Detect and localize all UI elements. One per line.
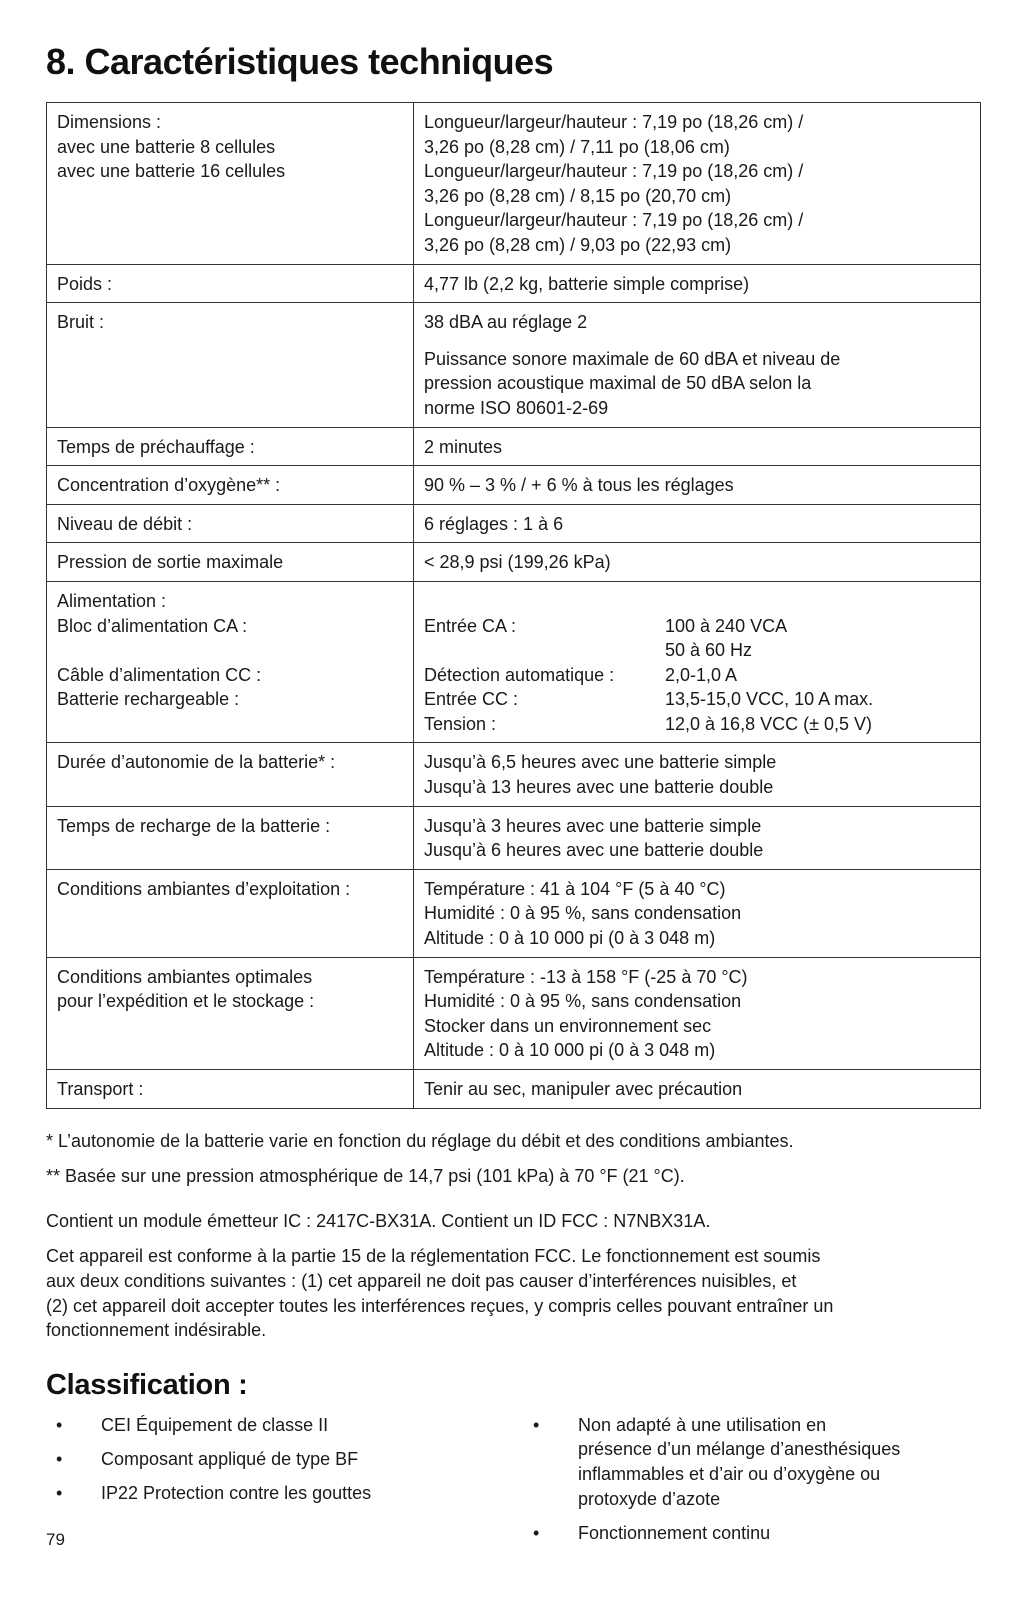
- power-value: 100 à 240 VCA: [665, 615, 788, 636]
- spec-label: Conditions ambiantes optimales: [57, 966, 313, 987]
- list-item: [533, 1521, 973, 1546]
- spec-value: Jusqu’à 6,5 heures avec une batterie simple: [424, 752, 777, 773]
- power-value: 12,0 à 16,8 VCC (± 0,5 V): [665, 713, 872, 734]
- spec-label: Batterie rechargeable :: [57, 689, 240, 710]
- spec-label-cell: [47, 743, 414, 806]
- power-value: 50 à 60 Hz: [665, 640, 753, 661]
- table-row: [47, 103, 981, 265]
- list-item: [533, 1413, 973, 1511]
- spec-value-cell: [414, 466, 981, 505]
- spec-value: 2 minutes: [424, 436, 503, 457]
- spec-label: pour l’expédition et le stockage :: [57, 991, 315, 1012]
- classification-column-right: [533, 1413, 973, 1555]
- table-row: [47, 869, 981, 957]
- spec-label: Temps de recharge de la batterie :: [57, 815, 331, 836]
- power-row: [424, 712, 970, 737]
- table-row: [47, 806, 981, 869]
- spec-value-cell: [414, 869, 981, 957]
- spec-label: Câble d’alimentation CC :: [57, 664, 262, 685]
- spec-value: 90 % – 3 % / + 6 % à tous les réglages: [424, 475, 734, 496]
- spacer: [424, 589, 970, 614]
- spec-label-cell: [47, 264, 414, 303]
- table-row: [47, 303, 981, 427]
- power-key: Entrée CA :: [424, 615, 517, 636]
- spacer: [57, 638, 403, 663]
- list-item-text: Composant appliqué de type BF: [101, 1448, 359, 1469]
- table-row: [47, 543, 981, 582]
- page-title: 8. Caractéristiques techniques: [46, 41, 554, 82]
- bullet-icon: •: [533, 1522, 540, 1543]
- spec-value: Humidité : 0 à 95 %, sans condensation: [424, 991, 742, 1012]
- fcc-line: (2) cet appareil doit accepter toutes les interférences reçues, y compris celles pouvant entraîner un: [46, 1295, 834, 1316]
- power-key: [424, 638, 665, 663]
- fcc-line: fonctionnement indésirable.: [46, 1320, 267, 1341]
- footnote-pression: ** Basée sur une pression atmosphérique de 14,7 psi (101 kPa) à 70 °F (21 °C).: [46, 1166, 685, 1187]
- power-key: Entrée CC :: [424, 689, 519, 710]
- power-row: [424, 687, 970, 712]
- fcc-notice: [46, 1244, 981, 1342]
- classification-list: [46, 1413, 981, 1555]
- spec-value: 3,26 po (8,28 cm) / 8,15 po (20,70 cm): [424, 185, 732, 206]
- bullet-icon: •: [56, 1414, 63, 1435]
- table-row: [47, 1070, 981, 1109]
- list-item: [46, 1413, 533, 1438]
- spec-label-cell: [47, 581, 414, 743]
- spec-value: Longueur/largeur/hauteur : 7,19 po (18,26 cm) /: [424, 210, 804, 231]
- fcc-line: Cet appareil est conforme à la partie 15 de la réglementation FCC. Le fonctionnement est soumis: [46, 1246, 821, 1267]
- spec-label: Concentration d’oxygène** :: [57, 475, 281, 496]
- spec-value: 3,26 po (8,28 cm) / 7,11 po (18,06 cm): [424, 136, 730, 157]
- spec-label: Bloc d’alimentation CA :: [57, 615, 248, 636]
- power-row: [424, 614, 970, 639]
- spec-value-cell: [414, 1070, 981, 1109]
- spec-label: Alimentation :: [57, 590, 167, 611]
- spec-label: Dimensions :: [57, 112, 162, 132]
- table-row: [47, 957, 981, 1069]
- spec-label-cell: [47, 869, 414, 957]
- spec-value: Tenir au sec, manipuler avec précaution: [424, 1079, 743, 1099]
- spec-label-cell: [47, 504, 414, 543]
- table-row: [47, 264, 981, 303]
- classification-heading: Classification :: [46, 1368, 248, 1401]
- spec-label: avec une batterie 16 cellules: [57, 161, 286, 182]
- spec-label-cell: [47, 427, 414, 466]
- spec-label: Transport :: [57, 1079, 144, 1099]
- spec-value: 38 dBA au réglage 2: [424, 312, 588, 333]
- table-row: [47, 504, 981, 543]
- spec-label-cell: [47, 806, 414, 869]
- spec-value: < 28,9 psi (199,26 kPa): [424, 552, 611, 573]
- spec-label: Niveau de débit :: [57, 513, 193, 534]
- page: [46, 38, 981, 1555]
- spec-label-cell: [47, 1070, 414, 1109]
- list-item-text: IP22 Protection contre les gouttes: [101, 1482, 372, 1503]
- spec-value: Jusqu’à 3 heures avec une batterie simple: [424, 815, 762, 836]
- list-item-text: protoxyde d’azote: [578, 1488, 721, 1509]
- list-item-text: présence d’un mélange d’anesthésiques: [578, 1439, 901, 1460]
- spec-label-cell: [47, 103, 414, 265]
- spec-value-cell: [414, 504, 981, 543]
- table-row: [47, 581, 981, 743]
- spec-label: Temps de préchauffage :: [57, 436, 255, 457]
- spec-value-cell: [414, 427, 981, 466]
- list-item-text: Non adapté à une utilisation en: [578, 1414, 827, 1435]
- spec-value: Altitude : 0 à 10 000 pi (0 à 3 048 m): [424, 1040, 716, 1061]
- spec-label: Bruit :: [57, 312, 105, 333]
- list-item: [46, 1481, 533, 1506]
- spec-value-cell: [414, 581, 981, 743]
- spec-label: Poids :: [57, 273, 113, 294]
- spec-value: norme ISO 80601-2-69: [424, 397, 609, 418]
- classification-column-left: [46, 1413, 533, 1555]
- page-number: 79: [46, 1530, 65, 1549]
- list-item: [46, 1447, 533, 1472]
- power-value: 2,0-1,0 A: [665, 664, 738, 685]
- spec-value: Température : 41 à 104 °F (5 à 40 °C): [424, 878, 726, 899]
- list-item-text: inflammables et d’air ou d’oxygène ou: [578, 1463, 881, 1484]
- list-item-text: Fonctionnement continu: [578, 1522, 771, 1543]
- spec-label: Durée d’autonomie de la batterie* :: [57, 752, 336, 773]
- spec-label-cell: [47, 957, 414, 1069]
- spec-label-cell: [47, 466, 414, 505]
- table-row: [47, 466, 981, 505]
- spec-value: Longueur/largeur/hauteur : 7,19 po (18,26 cm) /: [424, 161, 804, 182]
- footnote-autonomie: * L’autonomie de la batterie varie en fonction du réglage du débit et des conditions ambiantes.: [46, 1130, 794, 1151]
- bullet-icon: •: [56, 1448, 63, 1469]
- power-row: [424, 638, 970, 663]
- power-key: Tension :: [424, 713, 497, 734]
- spec-value: pression acoustique maximal de 50 dBA selon la: [424, 373, 812, 394]
- spec-value: 3,26 po (8,28 cm) / 9,03 po (22,93 cm): [424, 234, 732, 255]
- power-row: [424, 663, 970, 688]
- list-item-text: CEI Équipement de classe II: [101, 1414, 329, 1435]
- spec-value: Altitude : 0 à 10 000 pi (0 à 3 048 m): [424, 928, 716, 949]
- spec-value-cell: [414, 743, 981, 806]
- spec-value-cell: [414, 103, 981, 265]
- spacer: [424, 335, 970, 347]
- spec-value: 4,77 lb (2,2 kg, batterie simple comprise): [424, 273, 750, 294]
- spec-value-cell: [414, 264, 981, 303]
- power-value: 13,5-15,0 VCC, 10 A max.: [665, 689, 874, 710]
- spec-value: Longueur/largeur/hauteur : 7,19 po (18,26 cm) /: [424, 112, 804, 132]
- spec-value: Stocker dans un environnement sec: [424, 1015, 712, 1036]
- spec-value: Jusqu’à 13 heures avec une batterie double: [424, 777, 774, 798]
- spec-value: Humidité : 0 à 95 %, sans condensation: [424, 903, 742, 924]
- spec-value-cell: [414, 543, 981, 582]
- bullet-icon: •: [56, 1482, 63, 1503]
- table-row: [47, 427, 981, 466]
- spec-value-cell: [414, 303, 981, 427]
- table-row: [47, 743, 981, 806]
- spec-label: avec une batterie 8 cellules: [57, 136, 276, 157]
- spec-value: Jusqu’à 6 heures avec une batterie double: [424, 840, 764, 861]
- spec-value: Température : -13 à 158 °F (-25 à 70 °C): [424, 966, 748, 987]
- power-key: Détection automatique :: [424, 664, 615, 685]
- spec-value-cell: [414, 957, 981, 1069]
- spec-label-cell: [47, 543, 414, 582]
- spec-value: 6 réglages : 1 à 6: [424, 513, 564, 534]
- spec-value: Puissance sonore maximale de 60 dBA et niveau de: [424, 348, 841, 369]
- spec-label: Conditions ambiantes d’exploitation :: [57, 878, 351, 899]
- footnotes: [46, 1129, 981, 1343]
- spec-value-cell: [414, 806, 981, 869]
- transmitter-notice: Contient un module émetteur IC : 2417C-BX31A. Contient un ID FCC : N7NBX31A.: [46, 1210, 711, 1231]
- fcc-line: aux deux conditions suivantes : (1) cet appareil ne doit pas causer d’interférences nuisibles, et: [46, 1270, 797, 1291]
- spec-label: Pression de sortie maximale: [57, 552, 284, 573]
- specs-table: [46, 102, 981, 1109]
- spec-label-cell: [47, 303, 414, 427]
- bullet-icon: •: [533, 1414, 540, 1435]
